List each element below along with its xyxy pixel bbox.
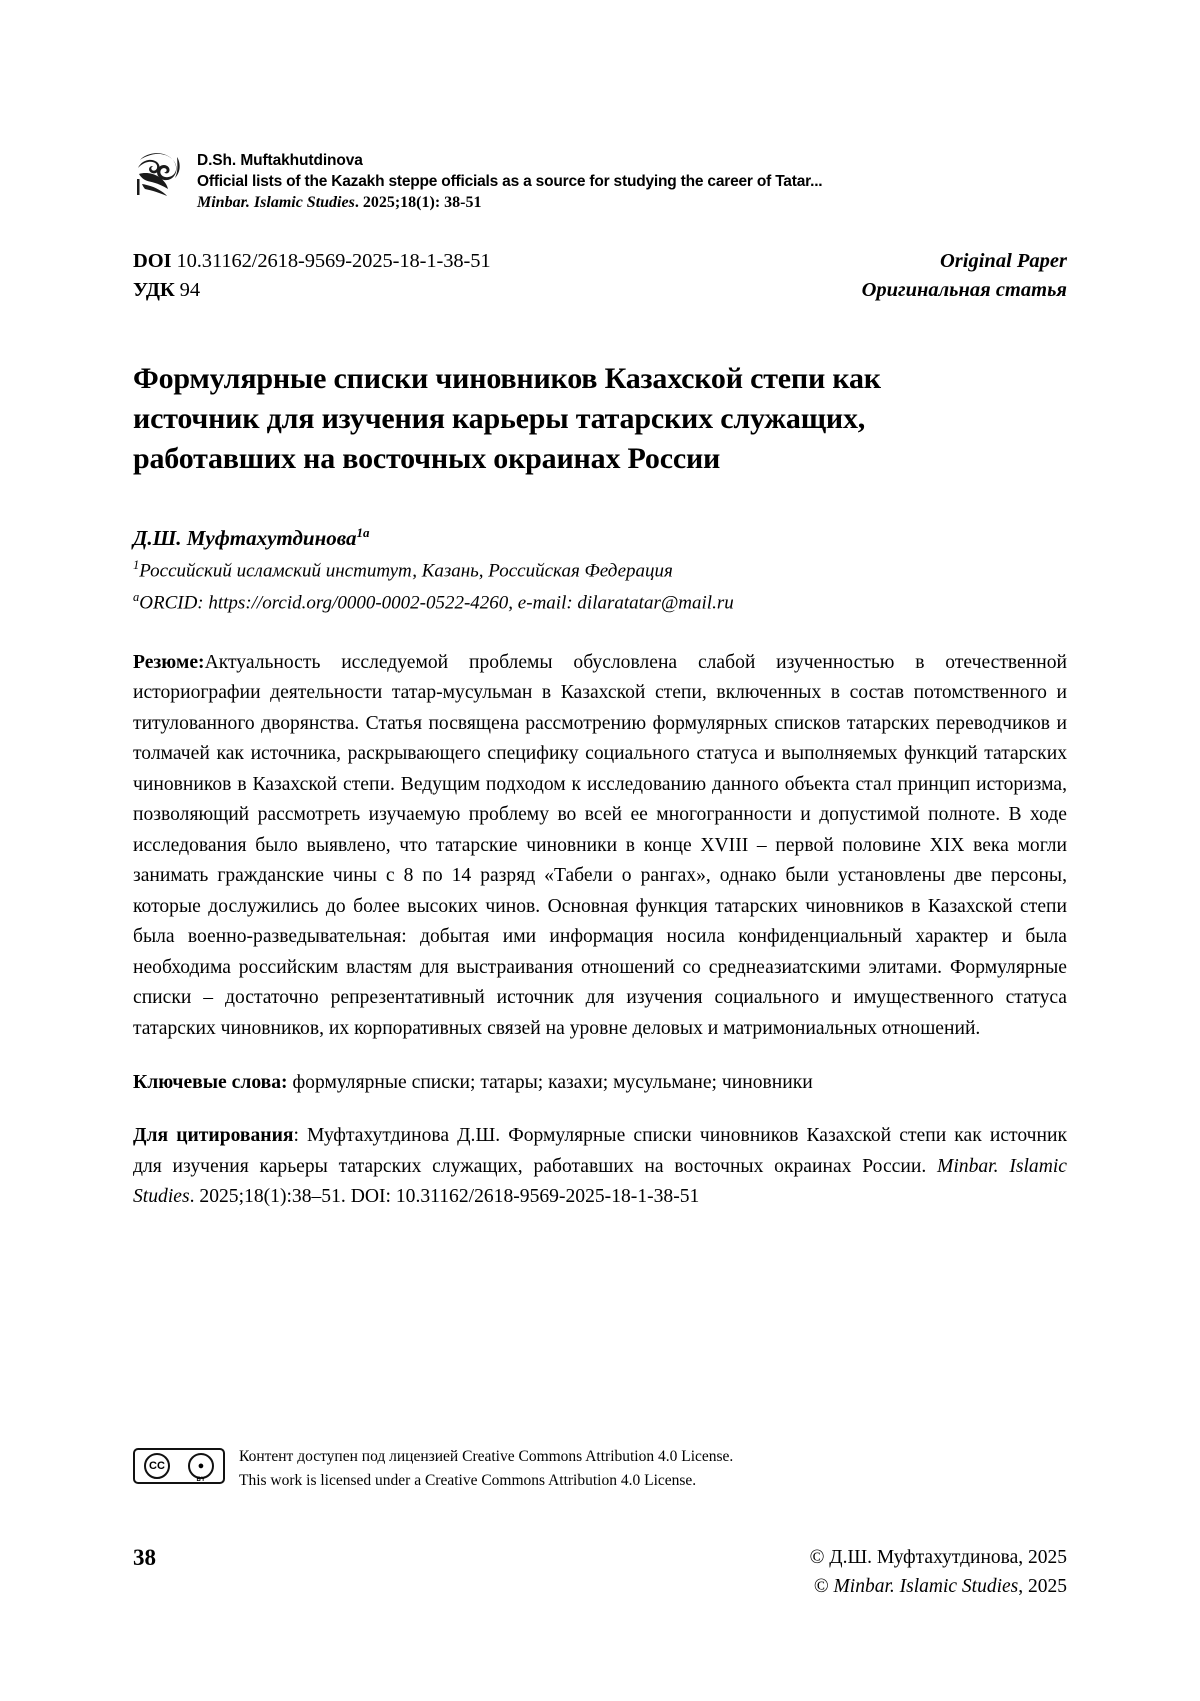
cc-glyph: CC (144, 1453, 170, 1479)
author-name-text: Д.Ш. Муфтахутдинова (133, 526, 357, 550)
page-content (133, 148, 1067, 1213)
metadata-block (133, 247, 1067, 305)
islamic-calligraphy-logo-icon (133, 148, 183, 200)
udk-value: 94 (174, 279, 200, 301)
copyright-mark: © (813, 1576, 834, 1597)
copyright-block (810, 1543, 1067, 1601)
page-number: 38 (133, 1545, 156, 1570)
affiliation-sup: 1 (133, 558, 140, 572)
citation-text-before: : Муфтахутдинова Д.Ш. Формулярные списки чиновников Казахской степи как источник для изучения карьеры татарских служащих, работавших на восточных окраинах России. (133, 1125, 1067, 1177)
paper-type-en: Original Paper (940, 250, 1067, 272)
citation (133, 1121, 1067, 1213)
page-title: Формулярные списки чиновников Казахской степи как источник для изучения карьеры татарских служащих, работавших на восточных окраинах России (133, 362, 881, 475)
doi-value: 10.31162/2618-9569-2025-18-1-38-51 (171, 250, 491, 272)
running-head-journal-name: Minbar. Islamic Studies (197, 194, 355, 211)
udk-line (133, 276, 491, 305)
affiliation-line (133, 552, 1067, 584)
keywords (133, 1068, 1067, 1098)
citation-journal: Minbar. Islamic Studies (133, 1155, 1068, 1208)
doi-label: DOI (133, 250, 172, 272)
license-text (239, 1445, 733, 1493)
running-head (133, 148, 1067, 214)
cc-icon (135, 1450, 179, 1482)
creative-commons-by-badge-icon (133, 1448, 225, 1484)
abstract (133, 648, 1067, 1045)
copyright-journal (810, 1572, 1067, 1601)
license-block (133, 1445, 1067, 1493)
author-name-sup: 1a (356, 525, 370, 540)
running-head-short-title: Official lists of the Kazakh steppe officials as a source for studying the career of Tatar... (197, 173, 823, 190)
copyright-author: © Д.Ш. Муфтахутдинова, 2025 (809, 1547, 1067, 1568)
by-glyph: BY (196, 1477, 206, 1483)
copyright-journal-name: Minbar. Islamic Studies (833, 1576, 1019, 1597)
author-block (133, 519, 1067, 617)
abstract-label: Резюме: (133, 651, 205, 673)
running-head-text (197, 148, 1067, 214)
running-head-journal (197, 192, 1067, 214)
orcid-line (133, 584, 1067, 616)
copyright-journal-year: , 2025 (1018, 1576, 1067, 1597)
paper-type-group (862, 247, 1067, 305)
doi-line (133, 247, 491, 276)
running-head-author: D.Sh. Muftakhutdinova (197, 152, 363, 169)
orcid-text: ORCID: https://orcid.org/0000-0002-0522-4260, e-mail: dilaratatar@mail.ru (139, 592, 734, 614)
keywords-label: Ключевые слова: (133, 1072, 288, 1094)
keywords-text: формулярные списки; татары; казахи; мусульмане; чиновники (287, 1072, 813, 1094)
abstract-text: Актуальность исследуемой проблемы обусловлена слабой изученностью в отечественной историографии деятельности татар-мусульман в Казахской степи, включенных в состав потомственного и титулованного дворянства. Статья посвящена рассмотрению формулярных списков татарских переводчиков и толмачей как источника, раскрывающего специфику социального статуса и выполняемых функций татарских чиновников в Казахской степи. Ведущим подходом к исследованию данного объекта стал принцип историзма, позволяющий рассмотреть изучаемую проблему во всей ее многогранности и допустимой полноте. В ходе исследования было выявлено, что татарские чиновники в конце XVIII – первой половине XIX века могли занимать гражданские чины с 8 по 14 разряд «Табели о рангах», однако были установлены две персоны, которые дослужились до более высоких чинов. Основная функция татарских чиновников в Казахской степи была военно-разведывательная: добытая ими информация носила конфиденциальный характер и была необходима российским властям для выстраивания отношений со среднеазиатскими элитами. Формулярные списки – достаточно репрезентативный источник для изучения социального и имущественного статуса татарских чиновников, их корпоративных связей на уровне деловых и матримониальных отношений. (133, 651, 1067, 1039)
orcid-sup: a (133, 590, 140, 605)
affiliation-text: Российский исламский институт, Казань, Российская Федерация (139, 560, 673, 582)
by-icon (179, 1450, 223, 1482)
author-name (133, 519, 1067, 552)
license-line-en: This work is licensed under a Creative Commons Attribution 4.0 License. (239, 1472, 697, 1489)
citation-text-after: . 2025;18(1):38–51. DOI: 10.31162/2618-9569-2025-18-1-38-51 (189, 1186, 700, 1208)
citation-label: Для цитирования (133, 1125, 294, 1147)
identifier-group (133, 247, 491, 305)
paper-type-ru: Оригинальная статья (861, 279, 1067, 301)
person-glyph: ● (188, 1453, 214, 1479)
udk-label: УДК (133, 279, 175, 301)
page-footer (133, 1543, 1067, 1601)
license-line-ru: Контент доступен под лицензией Creative Commons Attribution 4.0 License. (239, 1448, 734, 1465)
running-head-journal-issue: . 2025;18(1): 38-51 (354, 194, 482, 211)
